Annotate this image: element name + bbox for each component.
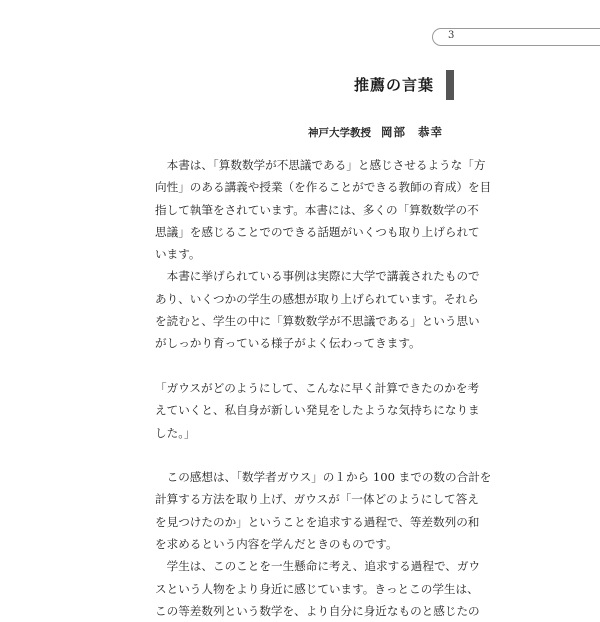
paragraph-2 bbox=[155, 265, 480, 354]
text-line: 思議」を感じることでのできる話題がいくつも取り上げられて bbox=[155, 224, 480, 239]
paragraph-4 bbox=[155, 555, 481, 622]
text-line: した。」 bbox=[155, 425, 196, 440]
text-line: 指して執筆をされています。本書には、多くの「算数数学の不 bbox=[155, 202, 479, 217]
author-affiliation: 神戸大学教授 bbox=[308, 127, 371, 139]
blank-line bbox=[155, 355, 460, 377]
text-line: 本書は、「算数数学が不思議である」と感じさせるような「方 bbox=[166, 158, 486, 172]
author-given-name: 恭幸 bbox=[418, 125, 443, 139]
text-line: 本書に挙げられている事例は実際に大学で講義されたもので bbox=[166, 269, 480, 284]
text-line: あり、いくつかの学生の感想が取り上げられています。それら bbox=[155, 291, 479, 306]
body-text bbox=[155, 154, 492, 622]
text-line: 「ガウスがどのようにして、こんなに早く計算できたのかを考 bbox=[155, 380, 480, 395]
title-accent-bar bbox=[446, 70, 454, 100]
text-line: この感想は、「数学者ガウス」の１から 100 までの数の合計を bbox=[166, 470, 492, 485]
text-line: を求めるという内容を学んだときのものです。 bbox=[155, 537, 398, 552]
text-line: がしっかり育っている様子がよく伝わってきます。 bbox=[155, 336, 421, 351]
paragraph-3 bbox=[155, 466, 492, 555]
text-line: を読むと、学生の中に「算数数学が不思議である」という思い bbox=[155, 314, 480, 329]
text-line: を見つけたのか」ということを追求する過程で、等差数列の和 bbox=[155, 514, 480, 529]
section-title: 推薦の言葉 bbox=[353, 76, 434, 94]
page-number-tab bbox=[432, 28, 600, 46]
text-line: 向性」のある講義や授業（を作ることができる教師の育成）を目 bbox=[155, 180, 492, 195]
page-number: 3 bbox=[448, 30, 455, 41]
text-line: この等差数列という数学を、より自分に身近なものと感じたの bbox=[155, 603, 480, 618]
text-line: 学生は、このことを一生懸命に考え、追求する過程で、ガウ bbox=[166, 559, 481, 574]
text-line: 計算する方法を取り上げ、ガウスが「一体どのようにして答え bbox=[155, 492, 479, 507]
author-line bbox=[308, 124, 443, 140]
text-line: スという人物をより身近に感じています。きっとこの学生は、 bbox=[155, 581, 479, 596]
student-quote bbox=[155, 377, 480, 444]
text-line: えていくと、私自身が新しい発見をしたような気持ちになりま bbox=[155, 403, 480, 418]
author-family-name: 岡部 bbox=[381, 125, 406, 139]
text-line: います。 bbox=[155, 247, 201, 262]
paragraph-1 bbox=[155, 154, 492, 265]
blank-line bbox=[155, 444, 460, 466]
